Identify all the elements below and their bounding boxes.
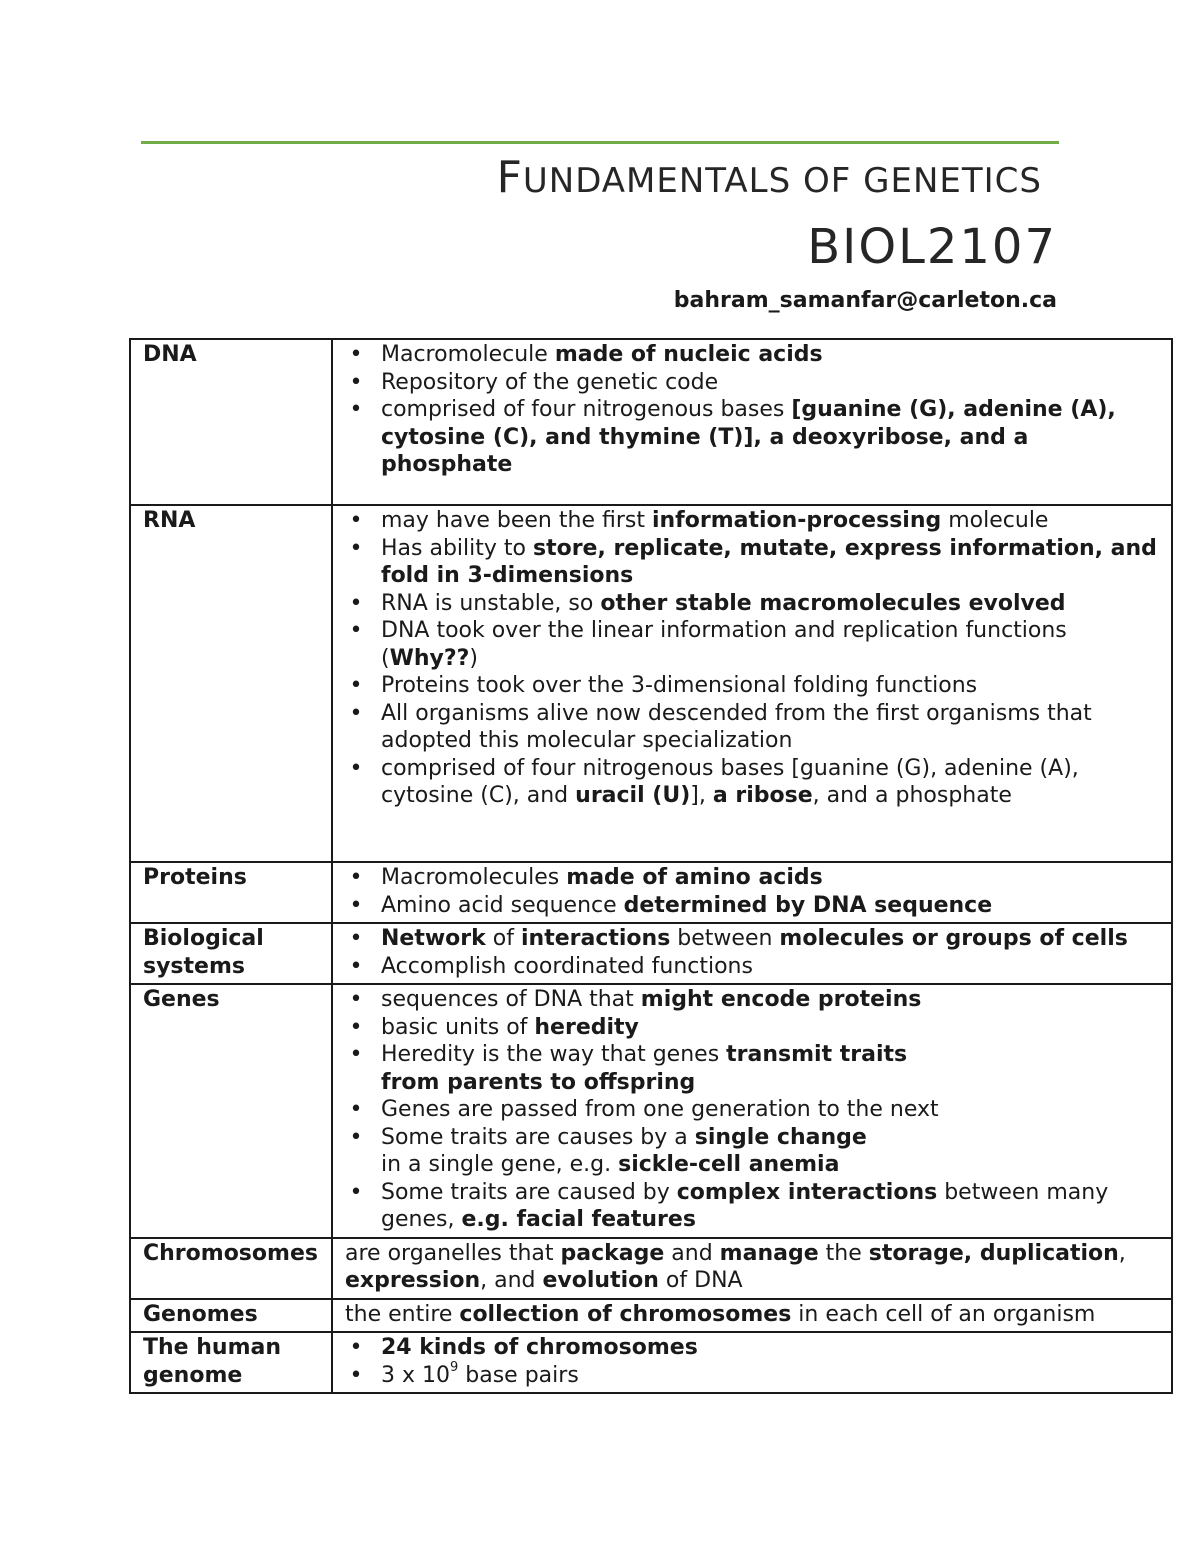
list-item: • Proteins took over the 3-dimensional folding functions — [345, 672, 1165, 700]
bullet-icon: • — [349, 865, 363, 890]
list-item: • comprised of four nitrogenous bases [guanine (G), adenine (A), cytosine (C), and uracil (U)], a ribose, and a phosphate — [345, 755, 1165, 810]
header-rule — [141, 141, 1059, 144]
bullet-icon: • — [349, 1042, 363, 1067]
list-item: • Has ability to store, replicate, mutate, express information, and fold in 3-dimensions — [345, 535, 1165, 590]
list-item: • Amino acid sequence determined by DNA sequence — [345, 892, 1165, 920]
bullet-icon: • — [349, 342, 363, 367]
list-item: • Genes are passed from one generation to the next — [345, 1096, 1165, 1124]
bullet-icon: • — [349, 397, 363, 422]
course-code: BIOL2107 — [807, 219, 1057, 275]
list-item: • All organisms alive now descended from the first organisms that adopted this molecular specialization — [345, 700, 1165, 755]
bullet-icon: • — [349, 618, 363, 643]
bullet-icon: • — [349, 1014, 363, 1040]
genetics-notes-table — [129, 338, 1173, 1394]
list-item: • DNA took over the linear information and replication functions (Why??) — [345, 617, 1165, 672]
document-title: FUNDAMENTALS OF GENETICS — [496, 152, 1042, 203]
bullet-icon: • — [349, 1124, 363, 1150]
bullet-list — [345, 864, 1165, 919]
bullet-icon: • — [349, 673, 363, 698]
bullet-icon: • — [349, 1179, 363, 1205]
description-cell — [332, 923, 1172, 984]
bullet-list — [345, 341, 1165, 479]
bullet-icon: • — [349, 755, 363, 781]
list-item: • Heredity is the way that genes transmit traits from parents to offspring — [345, 1041, 1165, 1096]
term-cell: RNA — [130, 505, 332, 862]
term-cell: The human genome — [130, 1332, 332, 1393]
description-cell — [332, 505, 1172, 862]
bullet-list — [345, 925, 1165, 980]
table-row — [130, 923, 1172, 984]
table-row — [130, 1332, 1172, 1393]
term-cell: Biological systems — [130, 923, 332, 984]
term-cell: Genomes — [130, 1299, 332, 1333]
list-item: • Repository of the genetic code — [345, 369, 1165, 397]
bullet-list — [345, 1334, 1165, 1389]
bullet-icon: • — [349, 1362, 363, 1388]
bullet-icon: • — [349, 1097, 363, 1122]
table-row — [130, 339, 1172, 505]
term-cell: Proteins — [130, 862, 332, 923]
list-item: • Macromolecule made of nucleic acids — [345, 341, 1165, 369]
bullet-icon: • — [349, 700, 363, 726]
list-item: • Some traits are caused by complex interactions between many genes, e.g. facial features — [345, 1179, 1165, 1234]
description-cell — [332, 862, 1172, 923]
list-item: • may have been the first information-processing molecule — [345, 507, 1165, 535]
list-item: • Network of interactions between molecules or groups of cells — [345, 925, 1165, 953]
list-item: • Macromolecules made of amino acids — [345, 864, 1165, 892]
bullet-icon: • — [349, 369, 363, 395]
list-item: • 3 x $10^9$ base pairs — [345, 1362, 1165, 1390]
table-row — [130, 862, 1172, 923]
bullet-icon: • — [349, 953, 363, 979]
table-row — [130, 1238, 1172, 1299]
list-item: • 24 kinds of chromosomes — [345, 1334, 1165, 1362]
instructor-email: bahram_samanfar@carleton.ca — [673, 288, 1057, 313]
list-item: • comprised of four nitrogenous bases [guanine (G), adenine (A), cytosine (C), and thymine (T)], a deoxyribose, and a phosphate — [345, 396, 1165, 479]
list-item: • Some traits are causes by a single change in a single gene, e.g. sickle-cell anemia — [345, 1124, 1165, 1179]
description-cell — [332, 339, 1172, 505]
bullet-icon: • — [349, 508, 363, 533]
bullet-list — [345, 507, 1165, 810]
bullet-icon: • — [349, 535, 363, 561]
description-cell — [332, 1332, 1172, 1393]
term-cell: Chromosomes — [130, 1238, 332, 1299]
table-row — [130, 1299, 1172, 1333]
list-item: • Accomplish coordinated functions — [345, 953, 1165, 981]
bullet-icon: • — [349, 590, 363, 616]
description-cell: the entire collection of chromosomes in each cell of an organism — [332, 1299, 1172, 1333]
bullet-icon: • — [349, 926, 363, 951]
bullet-list — [345, 986, 1165, 1234]
description-cell — [332, 984, 1172, 1238]
term-cell: DNA — [130, 339, 332, 505]
bullet-icon: • — [349, 987, 363, 1012]
list-item: • sequences of DNA that might encode proteins — [345, 986, 1165, 1014]
table-row — [130, 505, 1172, 862]
bullet-icon: • — [349, 892, 363, 918]
bullet-icon: • — [349, 1335, 363, 1360]
description-cell: are organelles that package and manage the storage, duplication, expression, and evolution of DNA — [332, 1238, 1172, 1299]
table-row — [130, 984, 1172, 1238]
list-item: • basic units of heredity — [345, 1014, 1165, 1042]
term-cell: Genes — [130, 984, 332, 1238]
list-item: • RNA is unstable, so other stable macromolecules evolved — [345, 590, 1165, 618]
